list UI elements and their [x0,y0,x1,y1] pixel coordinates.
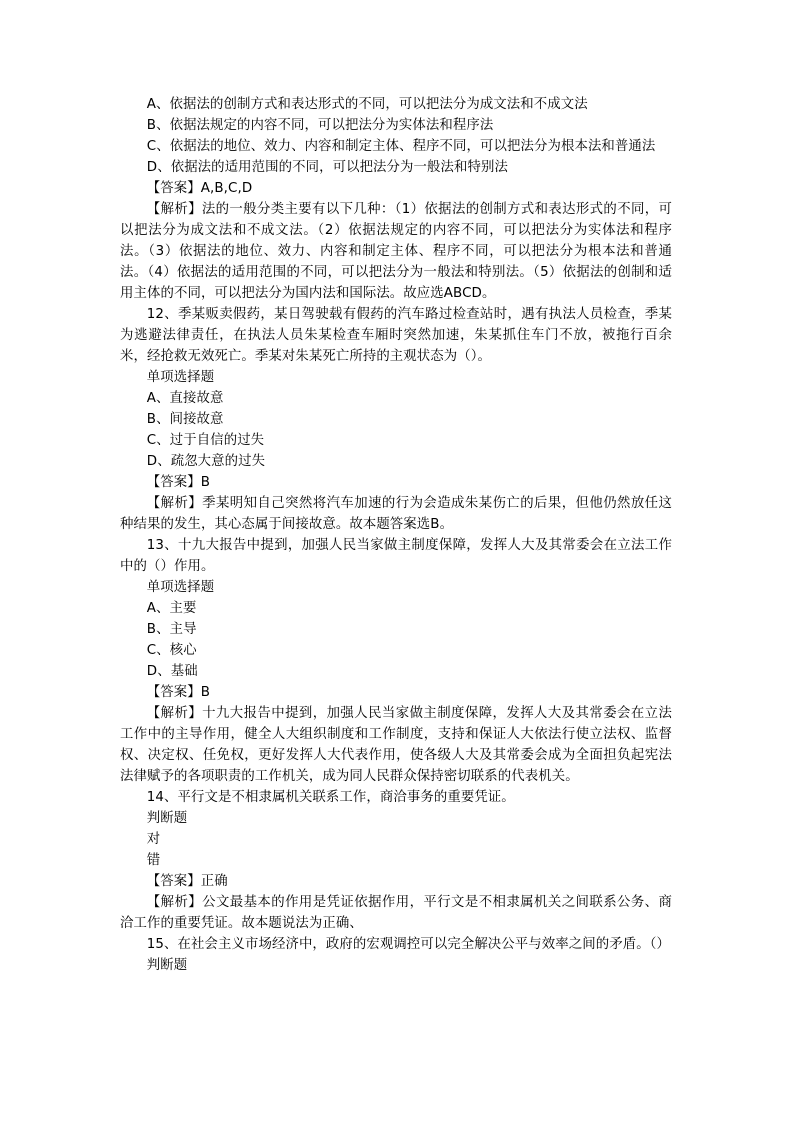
option-b: B、间接故意 [146,412,224,427]
option-a: A、依据法的创制方式和表达形式的不同，可以把法分为成文法和不成文法 [146,97,588,112]
document-page [120,94,672,976]
question-type: 判断题 [146,958,188,973]
option-a: A、直接故意 [146,391,224,406]
option-b: B、依据法规定的内容不同，可以把法分为实体法和程序法 [146,118,494,133]
question-12: 12、季某贩卖假药，某日驾驶载有假药的汽车路过检查站时，遇有执法人员检查，季某为逃避法律责任，在执法人员朱某检查车厢时突然加速，朱某抓住车门不放，被拖行百余米，经抢救无效死亡。季某对朱某死亡所持的主观状态为（）。 [120,307,672,364]
question-type: 单项选择题 [146,370,215,385]
answer: 【答案】B [146,475,211,490]
option-d: D、基础 [146,664,198,679]
option-c: C、依据法的地位、效力、内容和制定主体、程序不同，可以把法分为根本法和普通法 [146,139,656,154]
option-b: B、主导 [146,622,197,637]
answer: 【答案】A,B,C,D [146,181,253,196]
option-false: 错 [146,853,161,868]
explanation: 【解析】法的一般分类主要有以下几种：（1）依据法的创制方式和表达形式的不同，可以把法分为成文法和不成文法。（2）依据法规定的内容不同，可以把法分为实体法和程序法。（3）依据法的地位、效力、内容和制定主体、程序不同，可以把法分为根本法和普通法。（4）依据法的适用范围的不同，可以把法分为一般法和特别法。（5）依据法的创制和适用主体的不同，可以把法分为国内法和国际法。故应选ABCD。 [120,202,672,301]
question-type: 单项选择题 [146,580,215,595]
question-type: 判断题 [146,811,188,826]
explanation: 【解析】公文最基本的作用是凭证依据作用，平行文是不相隶属机关之间联系公务、商洽工作的重要凭证。故本题说法为正确、 [120,895,672,931]
question-14: 14、平行文是不相隶属机关联系工作，商洽事务的重要凭证。 [146,790,515,805]
option-d: D、疏忽大意的过失 [146,454,266,469]
answer: 【答案】正确 [146,874,228,889]
option-c: C、核心 [146,643,197,658]
explanation: 【解析】季某明知自己突然将汽车加速的行为会造成朱某伤亡的后果，但他仍然放任这种结果的发生，其心态属于间接故意。故本题答案选B。 [120,496,672,532]
answer: 【答案】B [146,685,211,700]
option-c: C、过于自信的过失 [146,433,265,448]
option-a: A、主要 [146,601,197,616]
explanation: 【解析】十九大报告中提到，加强人民当家做主制度保障，发挥人大及其常委会在立法工作中的主导作用，健全人大组织制度和工作制度，支持和保证人大依法行使立法权、监督权、决定权、任免权，更好发挥人大代表作用，使各级人大及其常委会成为全面担负起宪法法律赋予的各项职责的工作机关，成为同人民群众保持密切联系的代表机关。 [120,706,672,784]
question-13: 13、十九大报告中提到，加强人民当家做主制度保障，发挥人大及其常委会在立法工作中的（）作用。 [120,538,672,574]
question-15: 15、在社会主义市场经济中，政府的宏观调控可以完全解决公平与效率之间的矛盾。（） [146,937,670,952]
option-d: D、依据法的适用范围的不同，可以把法分为一般法和特别法 [146,160,508,175]
option-true: 对 [146,832,161,847]
